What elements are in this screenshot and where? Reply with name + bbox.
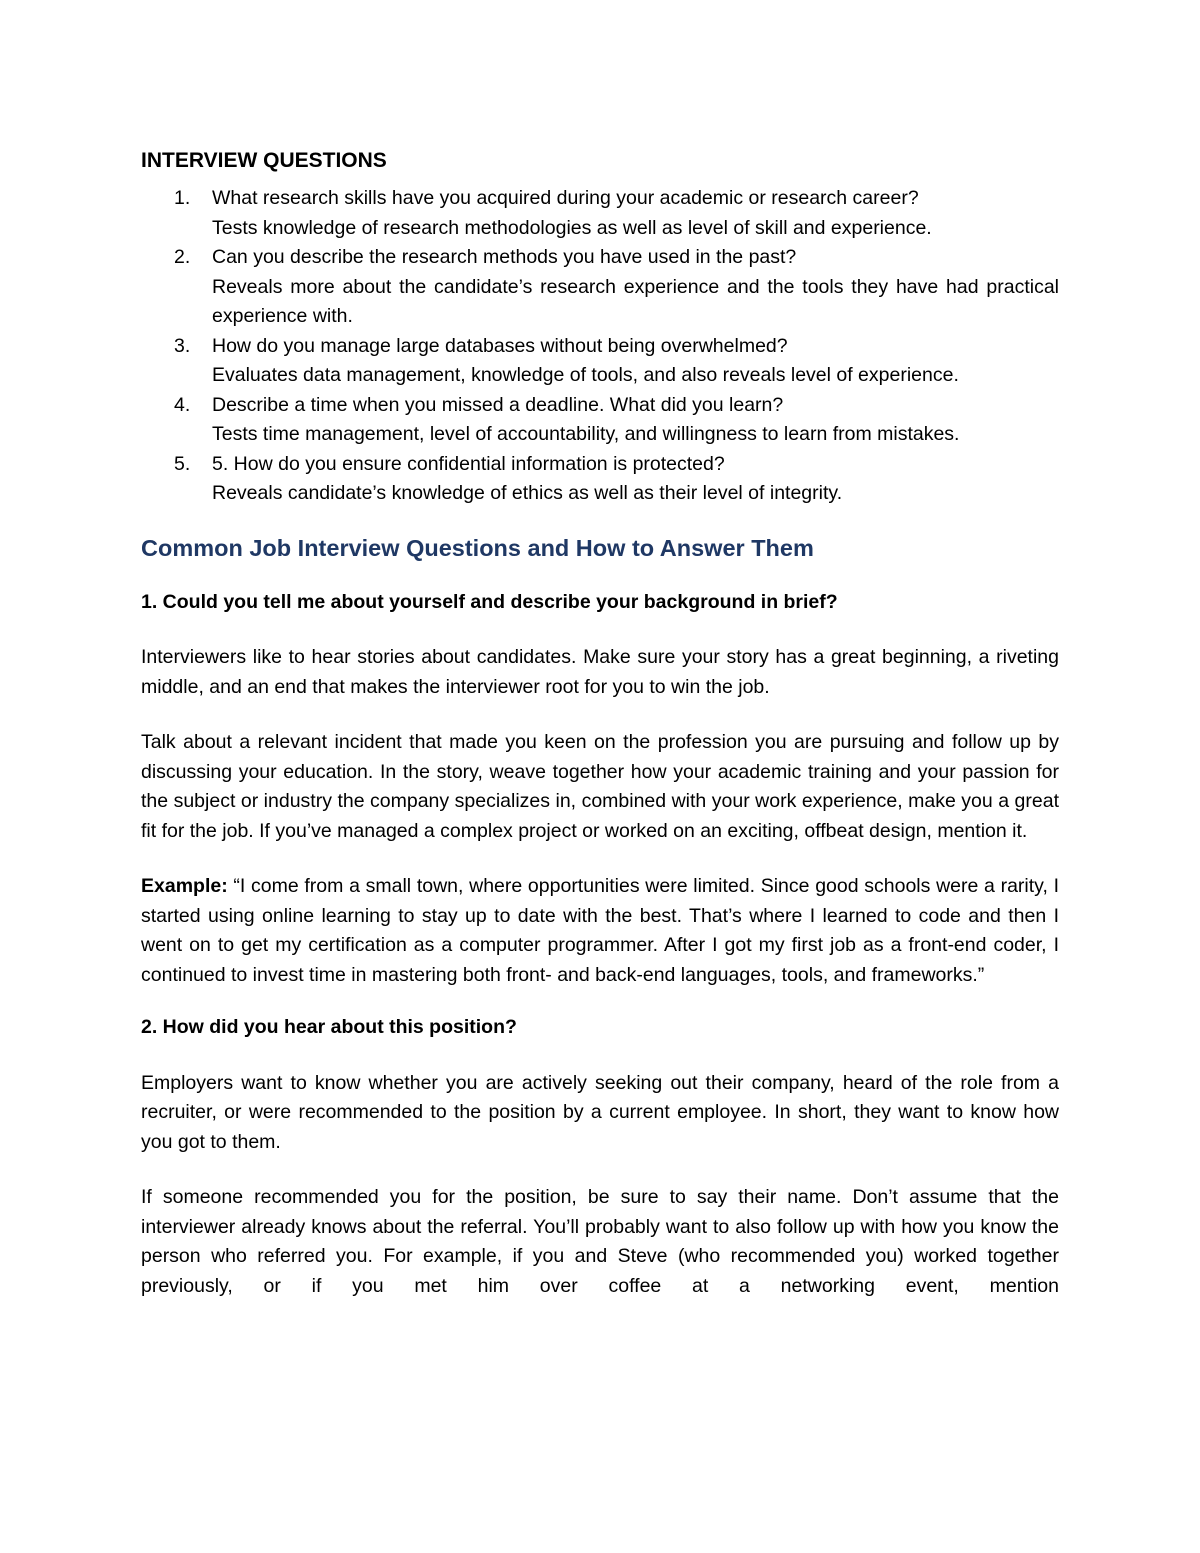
question-note: Reveals more about the candidate’s research experience and the tools they have had practical experience with. xyxy=(212,275,1059,327)
question-text: Describe a time when you missed a deadline. What did you learn? xyxy=(212,393,784,416)
question-text: What research skills have you acquired during your academic or research career? xyxy=(212,187,919,209)
list-item xyxy=(141,184,1059,243)
list-item-number: 2. xyxy=(174,246,191,268)
question-heading-2: 2. How did you hear about this position? xyxy=(141,1016,517,1038)
example-label: Example: xyxy=(141,875,228,897)
answer-paragraph: Interviewers like to hear stories about candidates. Make sure your story has a great beginning, a riveting middle, and an end that makes the interviewer root for you to win the job. xyxy=(141,646,1059,698)
question-heading-1: 1. Could you tell me about yourself and describe your background in brief? xyxy=(141,590,838,613)
list-item-number: 4. xyxy=(174,393,191,416)
list-item-number: 5. xyxy=(174,452,191,475)
answer-paragraph: If someone recommended you for the position, be sure to say their name. Don’t assume that the interviewer already knows about the referral. You’ll probably want to also follow up with how you know the person who referred you. For example, if you and Steve (who recommended you) worked together previously, or if you met him over coffee at a networking event, mention xyxy=(141,1186,1059,1297)
question-note: Evaluates data management, knowledge of tools, and also reveals level of experience. xyxy=(212,364,959,386)
question-text: 5. How do you ensure confidential information is protected? xyxy=(212,452,725,475)
question-text: How do you manage large databases without being overwhelmed? xyxy=(212,334,788,357)
list-item xyxy=(141,450,1059,509)
answer-paragraph: Employers want to know whether you are actively seeking out their company, heard of the role from a recruiter, or were recommended to the position by a current employee. In short, they want to know how you got to them. xyxy=(141,1071,1059,1153)
list-item xyxy=(141,243,1059,332)
answer-paragraph: Talk about a relevant incident that made you keen on the profession you are pursuing and follow up by discussing your education. In the story, weave together how your academic training and your passion for the subject or industry the company specializes in, combined with your work experience, make you a great fit for the job. If you’ve managed a complex project or worked on an exciting, offbeat design, mention it. xyxy=(141,731,1059,842)
list-item xyxy=(141,391,1059,450)
list-item-number: 3. xyxy=(174,334,191,357)
list-item xyxy=(141,332,1059,391)
list-item-number: 1. xyxy=(174,187,191,209)
example-text: “I come from a small town, where opportunities were limited. Since good schools were a rarity, I started using online learning to stay up to date with the best. That’s where I learned to code and then I went on to get my certification as a computer programmer. After I got my first job as a front-end coder, I continued to invest time in mastering both front- and back-end languages, tools, and frameworks.” xyxy=(141,875,1059,986)
document-title: INTERVIEW QUESTIONS xyxy=(141,149,387,172)
question-note: Reveals candidate’s knowledge of ethics as well as their level of integrity. xyxy=(212,482,843,504)
question-note: Tests time management, level of accountability, and willingness to learn from mistakes. xyxy=(212,423,960,445)
section-heading: Common Job Interview Questions and How to Answer Them xyxy=(141,534,814,561)
question-note: Tests knowledge of research methodologies as well as level of skill and experience. xyxy=(212,216,932,239)
question-text: Can you describe the research methods you have used in the past? xyxy=(212,246,797,268)
document-page xyxy=(141,146,1059,1301)
interview-questions-list xyxy=(141,184,1059,509)
example-paragraph xyxy=(141,872,1059,990)
